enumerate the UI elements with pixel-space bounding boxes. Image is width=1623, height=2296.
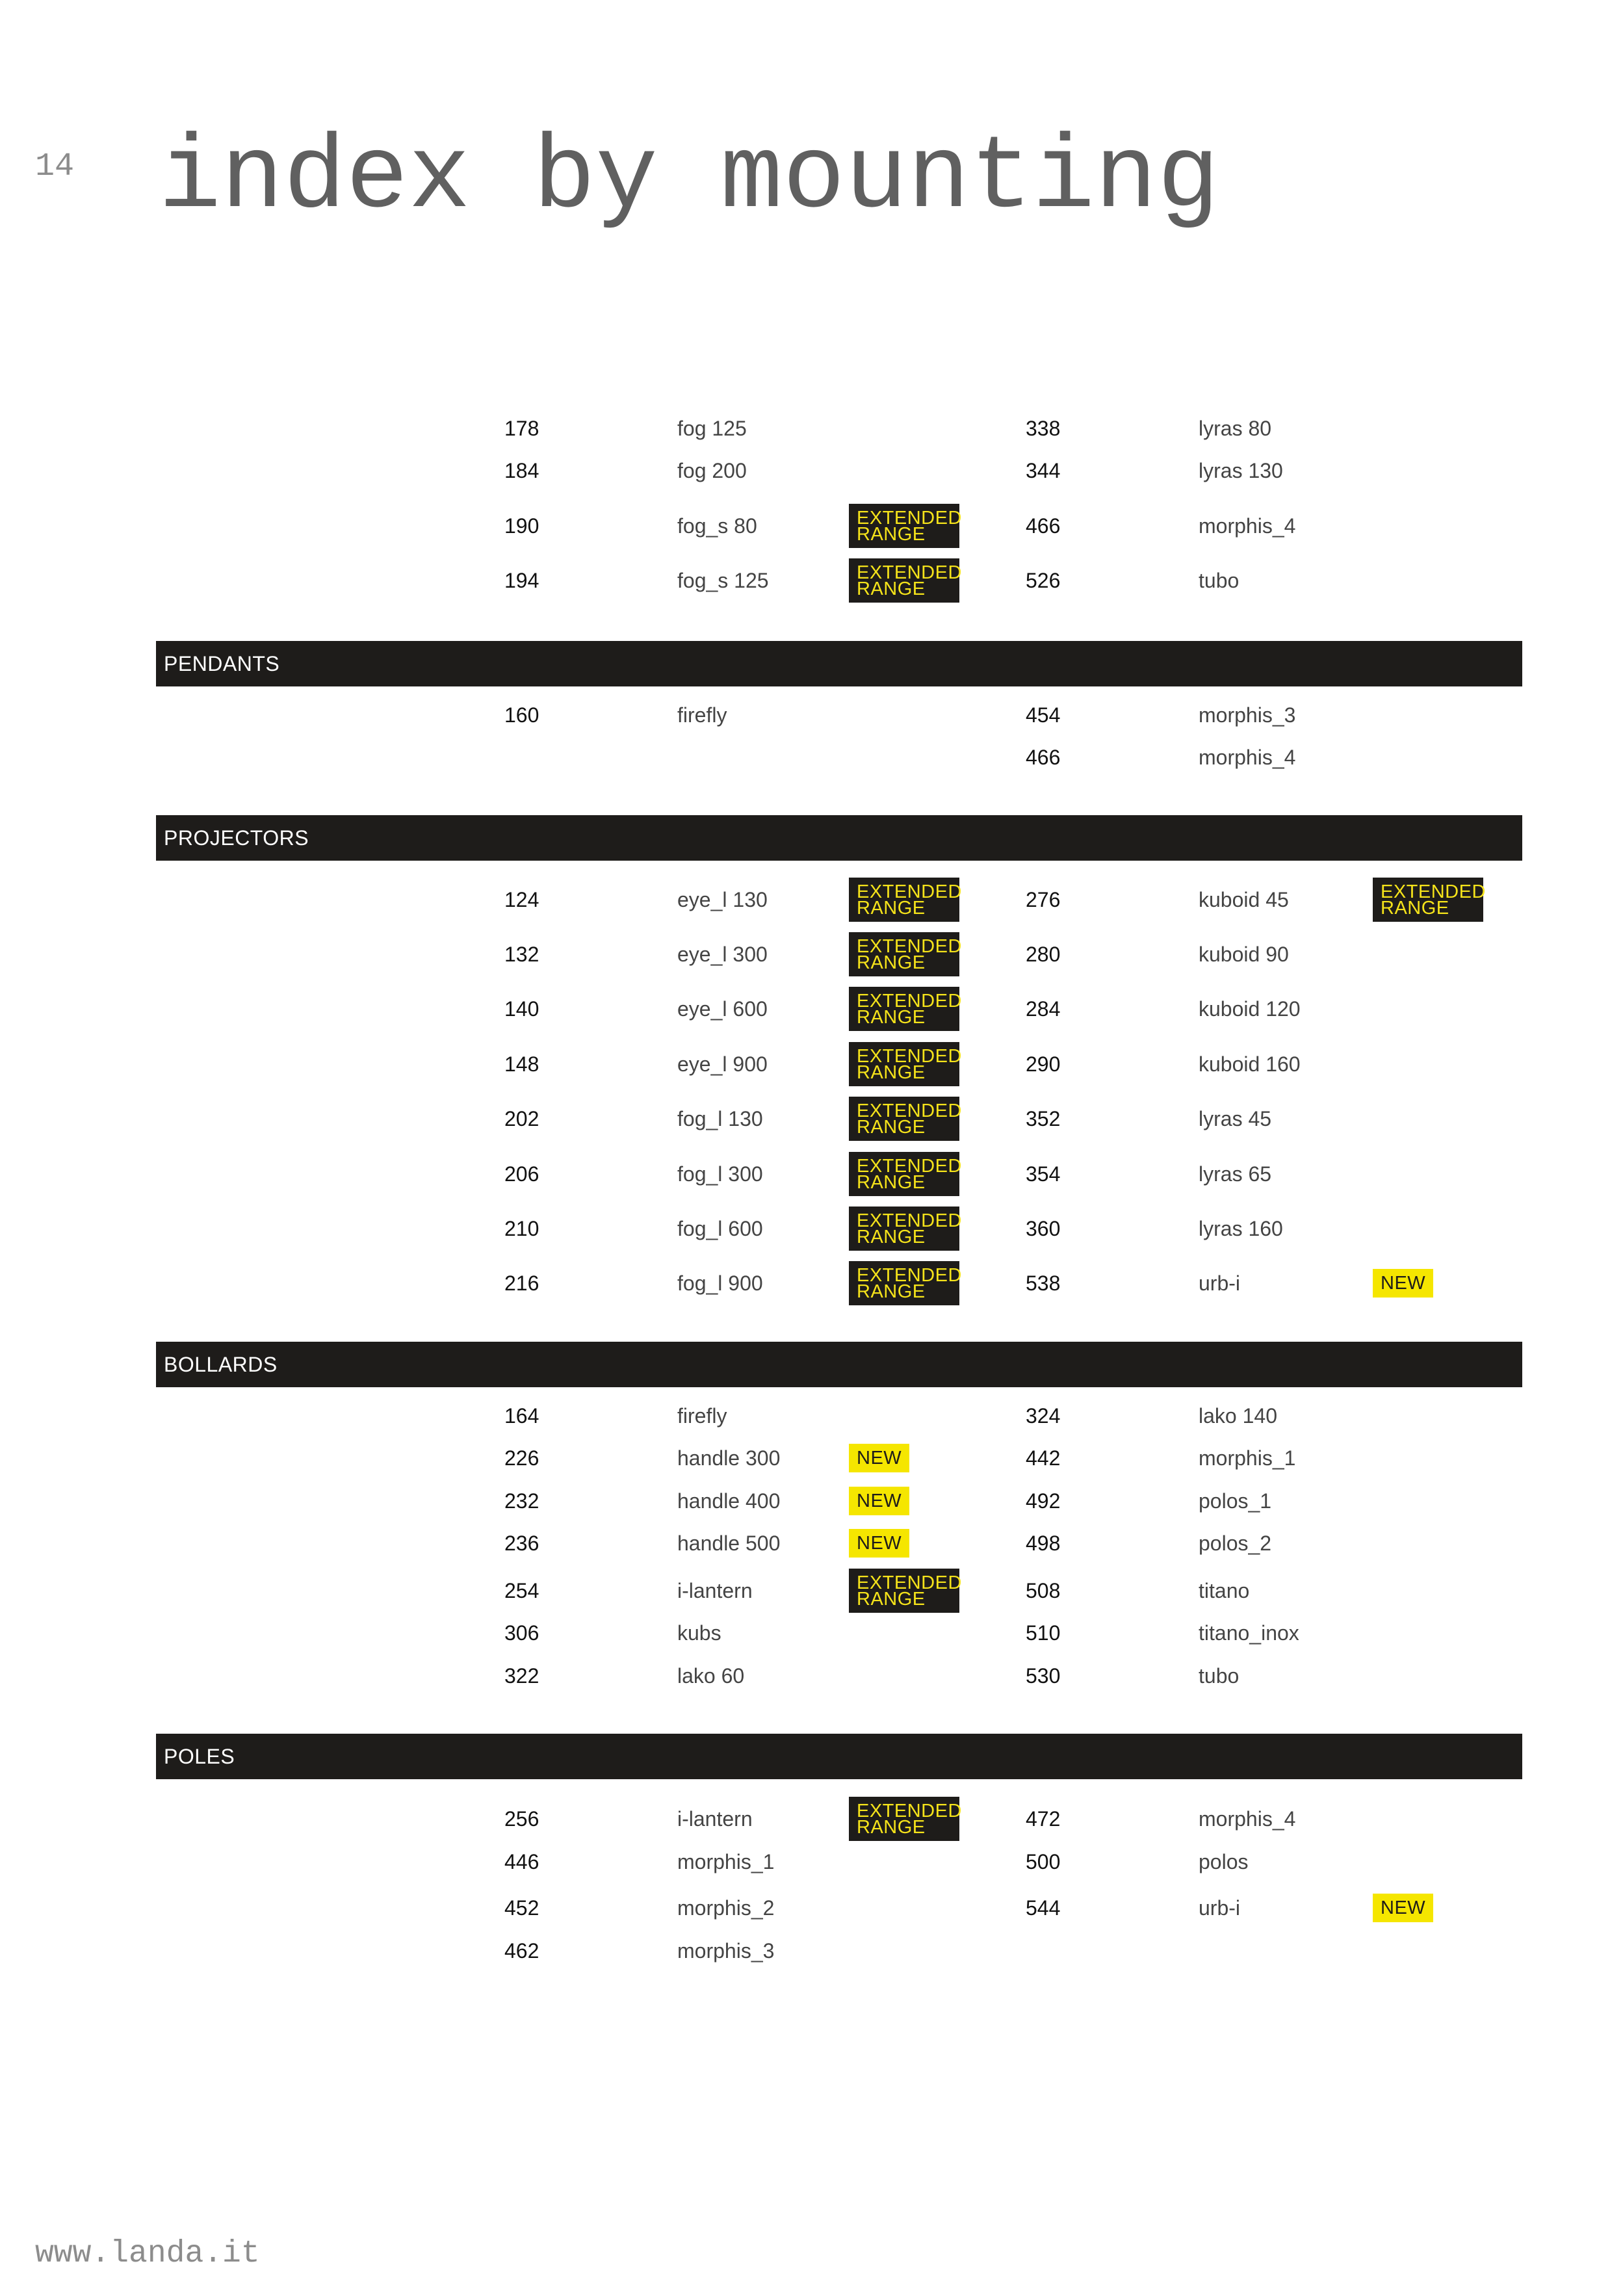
product-name: morphis_4 bbox=[1199, 1807, 1296, 1831]
page-number-cell: 254 bbox=[504, 1579, 539, 1602]
product-name: morphis_1 bbox=[677, 1850, 775, 1873]
extended-range-badge: EXTENDED RANGE bbox=[849, 1797, 959, 1841]
page-number-cell: 194 bbox=[504, 569, 539, 592]
product-name: eye_l 900 bbox=[677, 1052, 768, 1076]
page-number-cell: 544 bbox=[1026, 1896, 1061, 1920]
product-name: firefly bbox=[677, 1404, 727, 1428]
extended-range-badge: EXTENDED RANGE bbox=[849, 1207, 959, 1251]
index-row bbox=[0, 936, 1623, 973]
product-name: polos_2 bbox=[1199, 1532, 1272, 1555]
product-name: fog_l 600 bbox=[677, 1217, 763, 1240]
product-name: morphis_3 bbox=[677, 1939, 775, 1963]
section-heading: PENDANTS bbox=[156, 641, 1522, 686]
index-row bbox=[0, 1532, 1623, 1555]
product-name: handle 400 bbox=[677, 1489, 781, 1513]
extended-range-badge: EXTENDED RANGE bbox=[849, 1042, 959, 1086]
product-name: eye_l 300 bbox=[677, 943, 768, 966]
product-name: tubo bbox=[1199, 1664, 1240, 1688]
page-number-cell: 226 bbox=[504, 1446, 539, 1470]
page-number-cell: 306 bbox=[504, 1621, 539, 1645]
product-name: titano bbox=[1199, 1579, 1250, 1602]
page-number-cell: 360 bbox=[1026, 1217, 1061, 1240]
product-name: morphis_4 bbox=[1199, 746, 1296, 769]
page-number-cell: 454 bbox=[1026, 703, 1061, 727]
page-number-cell: 462 bbox=[504, 1939, 539, 1963]
product-name: eye_l 600 bbox=[677, 997, 768, 1021]
index-row bbox=[0, 1265, 1623, 1302]
product-name: lyras 160 bbox=[1199, 1217, 1283, 1240]
product-name: polos_1 bbox=[1199, 1489, 1272, 1513]
page-number-cell: 284 bbox=[1026, 997, 1061, 1021]
page-number: 14 bbox=[35, 148, 75, 185]
footer-website: www.landa.it bbox=[35, 2236, 260, 2271]
page-number-cell: 190 bbox=[504, 514, 539, 538]
extended-range-badge: EXTENDED RANGE bbox=[1373, 878, 1483, 922]
section-heading: POLES bbox=[156, 1734, 1522, 1779]
product-name: morphis_3 bbox=[1199, 703, 1296, 727]
product-name: polos bbox=[1199, 1850, 1249, 1873]
index-row bbox=[0, 1896, 1623, 1920]
page-number-cell: 446 bbox=[504, 1850, 539, 1873]
extended-range-badge: EXTENDED RANGE bbox=[849, 932, 959, 976]
index-row bbox=[0, 1446, 1623, 1470]
index-row bbox=[0, 1046, 1623, 1083]
extended-range-badge: EXTENDED RANGE bbox=[849, 558, 959, 603]
product-name: morphis_2 bbox=[677, 1896, 775, 1920]
page-number-cell: 206 bbox=[504, 1162, 539, 1186]
index-row bbox=[0, 1156, 1623, 1193]
page-number-cell: 530 bbox=[1026, 1664, 1061, 1688]
extended-range-badge: EXTENDED RANGE bbox=[849, 987, 959, 1031]
product-name: fog_l 130 bbox=[677, 1107, 763, 1130]
page-number-cell: 466 bbox=[1026, 514, 1061, 538]
new-badge: NEW bbox=[849, 1487, 909, 1515]
product-name: kuboid 90 bbox=[1199, 943, 1289, 966]
page-number-cell: 526 bbox=[1026, 569, 1061, 592]
product-name: lako 140 bbox=[1199, 1404, 1277, 1428]
new-badge: NEW bbox=[849, 1529, 909, 1558]
product-name: fog_l 300 bbox=[677, 1162, 763, 1186]
product-name: i-lantern bbox=[677, 1579, 753, 1602]
page-number-cell: 160 bbox=[504, 703, 539, 727]
product-name: i-lantern bbox=[677, 1807, 753, 1831]
index-row bbox=[0, 1489, 1623, 1513]
product-name: fog_l 900 bbox=[677, 1272, 763, 1295]
page-number-cell: 232 bbox=[504, 1489, 539, 1513]
product-name: fog_s 125 bbox=[677, 569, 769, 592]
page-number-cell: 344 bbox=[1026, 459, 1061, 482]
section-heading: PROJECTORS bbox=[156, 815, 1522, 861]
page-number-cell: 472 bbox=[1026, 1807, 1061, 1831]
product-name: morphis_4 bbox=[1199, 514, 1296, 538]
index-row bbox=[0, 1801, 1623, 1838]
product-name: handle 500 bbox=[677, 1532, 781, 1555]
product-name: urb-i bbox=[1199, 1896, 1241, 1920]
new-badge: NEW bbox=[1373, 1894, 1433, 1922]
extended-range-badge: EXTENDED RANGE bbox=[849, 1097, 959, 1141]
product-name: eye_l 130 bbox=[677, 888, 768, 911]
extended-range-badge: EXTENDED RANGE bbox=[849, 1261, 959, 1305]
page-number-cell: 538 bbox=[1026, 1272, 1061, 1295]
page-number-cell: 466 bbox=[1026, 746, 1061, 769]
page-number-cell: 202 bbox=[504, 1107, 539, 1130]
page-number-cell: 280 bbox=[1026, 943, 1061, 966]
page-number-cell: 184 bbox=[504, 459, 539, 482]
product-name: lyras 45 bbox=[1199, 1107, 1272, 1130]
product-name: kubs bbox=[677, 1621, 721, 1645]
page-number-cell: 510 bbox=[1026, 1621, 1061, 1645]
page-number-cell: 148 bbox=[504, 1052, 539, 1076]
index-row bbox=[0, 991, 1623, 1028]
index-row bbox=[0, 508, 1623, 545]
product-name: kuboid 160 bbox=[1199, 1052, 1301, 1076]
page-number-cell: 324 bbox=[1026, 1404, 1061, 1428]
page-number-cell: 178 bbox=[504, 417, 539, 440]
page-number-cell: 498 bbox=[1026, 1532, 1061, 1555]
extended-range-badge: EXTENDED RANGE bbox=[849, 504, 959, 548]
product-name: lyras 80 bbox=[1199, 417, 1272, 440]
section-heading: BOLLARDS bbox=[156, 1342, 1522, 1387]
page-number-cell: 352 bbox=[1026, 1107, 1061, 1130]
product-name: lyras 65 bbox=[1199, 1162, 1272, 1186]
product-name: urb-i bbox=[1199, 1272, 1241, 1295]
new-badge: NEW bbox=[849, 1444, 909, 1472]
product-name: fog 200 bbox=[677, 459, 747, 482]
page-number-cell: 290 bbox=[1026, 1052, 1061, 1076]
extended-range-badge: EXTENDED RANGE bbox=[849, 878, 959, 922]
page-number-cell: 500 bbox=[1026, 1850, 1061, 1873]
product-name: tubo bbox=[1199, 569, 1240, 592]
index-row bbox=[0, 746, 1623, 769]
page-number-cell: 210 bbox=[504, 1217, 539, 1240]
product-name: fog 125 bbox=[677, 417, 747, 440]
page-number-cell: 442 bbox=[1026, 1446, 1061, 1470]
page-number-cell: 276 bbox=[1026, 888, 1061, 911]
page-number-cell: 354 bbox=[1026, 1162, 1061, 1186]
product-name: kuboid 45 bbox=[1199, 888, 1289, 911]
index-row bbox=[0, 417, 1623, 440]
product-name: titano_inox bbox=[1199, 1621, 1299, 1645]
page-number-cell: 322 bbox=[504, 1664, 539, 1688]
product-name: firefly bbox=[677, 703, 727, 727]
product-name: fog_s 80 bbox=[677, 514, 757, 538]
product-name: kuboid 120 bbox=[1199, 997, 1301, 1021]
page-number-cell: 492 bbox=[1026, 1489, 1061, 1513]
extended-range-badge: EXTENDED RANGE bbox=[849, 1152, 959, 1196]
page-number-cell: 256 bbox=[504, 1807, 539, 1831]
index-row bbox=[0, 703, 1623, 727]
product-name: lako 60 bbox=[677, 1664, 745, 1688]
new-badge: NEW bbox=[1373, 1269, 1433, 1298]
page-number-cell: 452 bbox=[504, 1896, 539, 1920]
page-number-cell: 508 bbox=[1026, 1579, 1061, 1602]
page-number-cell: 132 bbox=[504, 943, 539, 966]
product-name: morphis_1 bbox=[1199, 1446, 1296, 1470]
page-number-cell: 216 bbox=[504, 1272, 539, 1295]
page-number-cell: 140 bbox=[504, 997, 539, 1021]
product-name: lyras 130 bbox=[1199, 459, 1283, 482]
page-number-cell: 124 bbox=[504, 888, 539, 911]
page-number-cell: 338 bbox=[1026, 417, 1061, 440]
extended-range-badge: EXTENDED RANGE bbox=[849, 1569, 959, 1613]
page-title: index by mounting bbox=[159, 120, 1220, 238]
page-number-cell: 164 bbox=[504, 1404, 539, 1428]
product-name: handle 300 bbox=[677, 1446, 781, 1470]
index-row bbox=[0, 1621, 1623, 1645]
page-number-cell: 236 bbox=[504, 1532, 539, 1555]
